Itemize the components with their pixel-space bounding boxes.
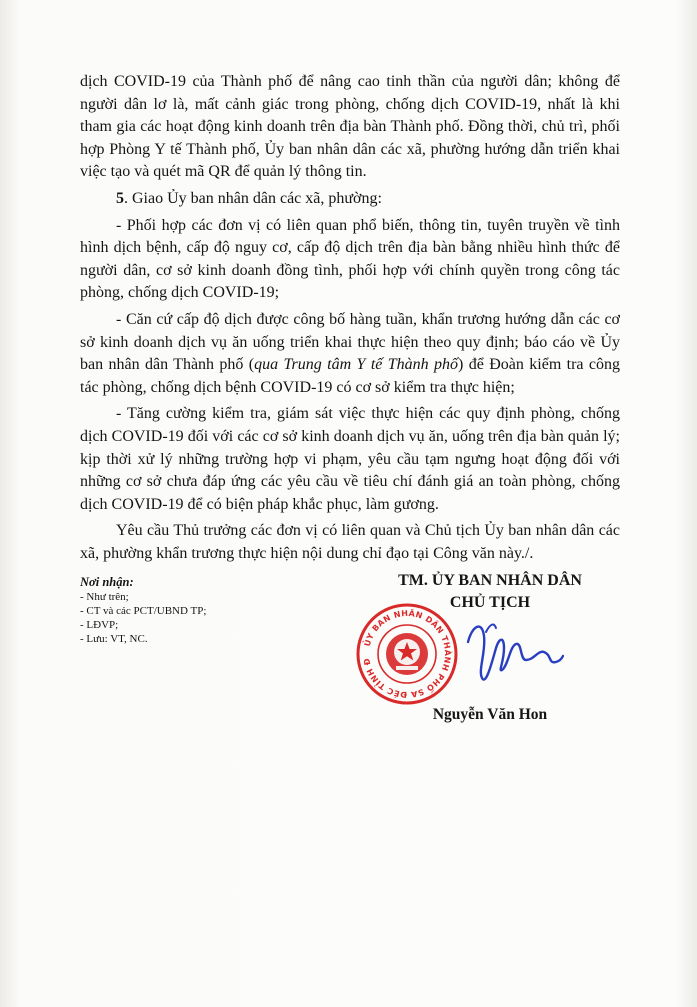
paragraph-inspection: - Tăng cường kiểm tra, giám sát việc thực hiện các quy định phòng, chống dịch COVID-19 đối với các cơ sở kinh doanh dịch vụ ăn, uống trên địa bàn quản lý; kịp thời xử lý những trường hợp vi phạm, yêu cầu tạm ngưng hoạt động đối với những cơ sở chưa đáp ứng các yêu cầu về tiêu chí đánh giá an toàn phòng, chống dịch COVID-19 để có biện pháp khắc phục, làm gương. [80,405,620,513]
handwritten-signature-icon [464,612,564,697]
paragraph-request: Yêu cầu Thủ trưởng các đơn vị có liên quan và Chủ tịch Ủy ban nhân dân các xã, phường khẩn trương thực hiện nội dung chỉ đạo tại Công văn này./. [80,522,620,562]
signing-authority: TM. ỦY BAN NHÂN DÂN [398,572,582,589]
official-seal-icon [355,602,459,711]
paragraph-item-5 [80,188,620,211]
item-5-heading: . Giao Ủy ban nhân dân các xã, phường: [124,189,382,207]
recipients-heading: Nơi nhận: [80,575,134,589]
paragraph-continuation: dịch COVID-19 của Thành phố để nâng cao tinh thần của người dân; không để người dân lơ là, mất cảnh giác trong phòng, chống dịch COVID-19, nhất là khi tham gia các hoạt động kinh doanh trên địa bàn Thành phố. Đồng thời, chủ trì, phối hợp Phòng Y tế Thành phố, Ủy ban nhân dân các xã, phường hướng dẫn triển khai việc tạo và quét mã QR để quản lý thông tin. [80,73,620,181]
signer-role: CHỦ TỊCH [449,594,531,611]
paragraph-dissemination: - Phối hợp các đơn vị có liên quan phổ biến, thông tin, tuyên truyền về tình hình dịch bệnh, cấp độ nguy cơ, cấp độ dịch trên địa bàn bằng nhiều hình thức để người dân, cơ sở kinh doanh đồng tình, phối hợp với chính quyền trong công tác phòng, chống dịch COVID-19; [80,216,620,302]
recipient-item: - LĐVP; [80,619,119,631]
seal-ring-text: ỦY BAN NHÂN DÂN THÀNH PHỐ SA ĐÉC TỈNH Đ [362,608,453,700]
recipient-item: - Như trên; [80,591,129,603]
item-number: 5 [116,189,124,207]
recipients-list [80,575,340,646]
signer-name: Nguyễn Văn Hon [432,706,548,723]
guidance-italic: qua Trung tâm Y tế Thành phố [254,356,459,374]
recipient-item: - CT và các PCT/UBND TP; [80,605,207,617]
paragraph-guidance [80,309,620,399]
recipient-item: - Lưu: VT, NC. [80,633,148,645]
guidance-text-a: - Căn cứ cấp độ dịch được công bố hàng tuần, khẩn trương hướng dẫn các cơ sở kinh doanh dịch vụ ăn uống triển khai thực hiện theo quy định; báo cáo về Ủy ban nhân dân Thành phố ( [80,310,620,374]
guidance-text-b: ) để Đoàn kiểm tra công tác phòng, chống dịch bệnh COVID-19 có cơ sở kiểm tra thực hiện; [80,356,620,396]
document-body [80,71,620,569]
